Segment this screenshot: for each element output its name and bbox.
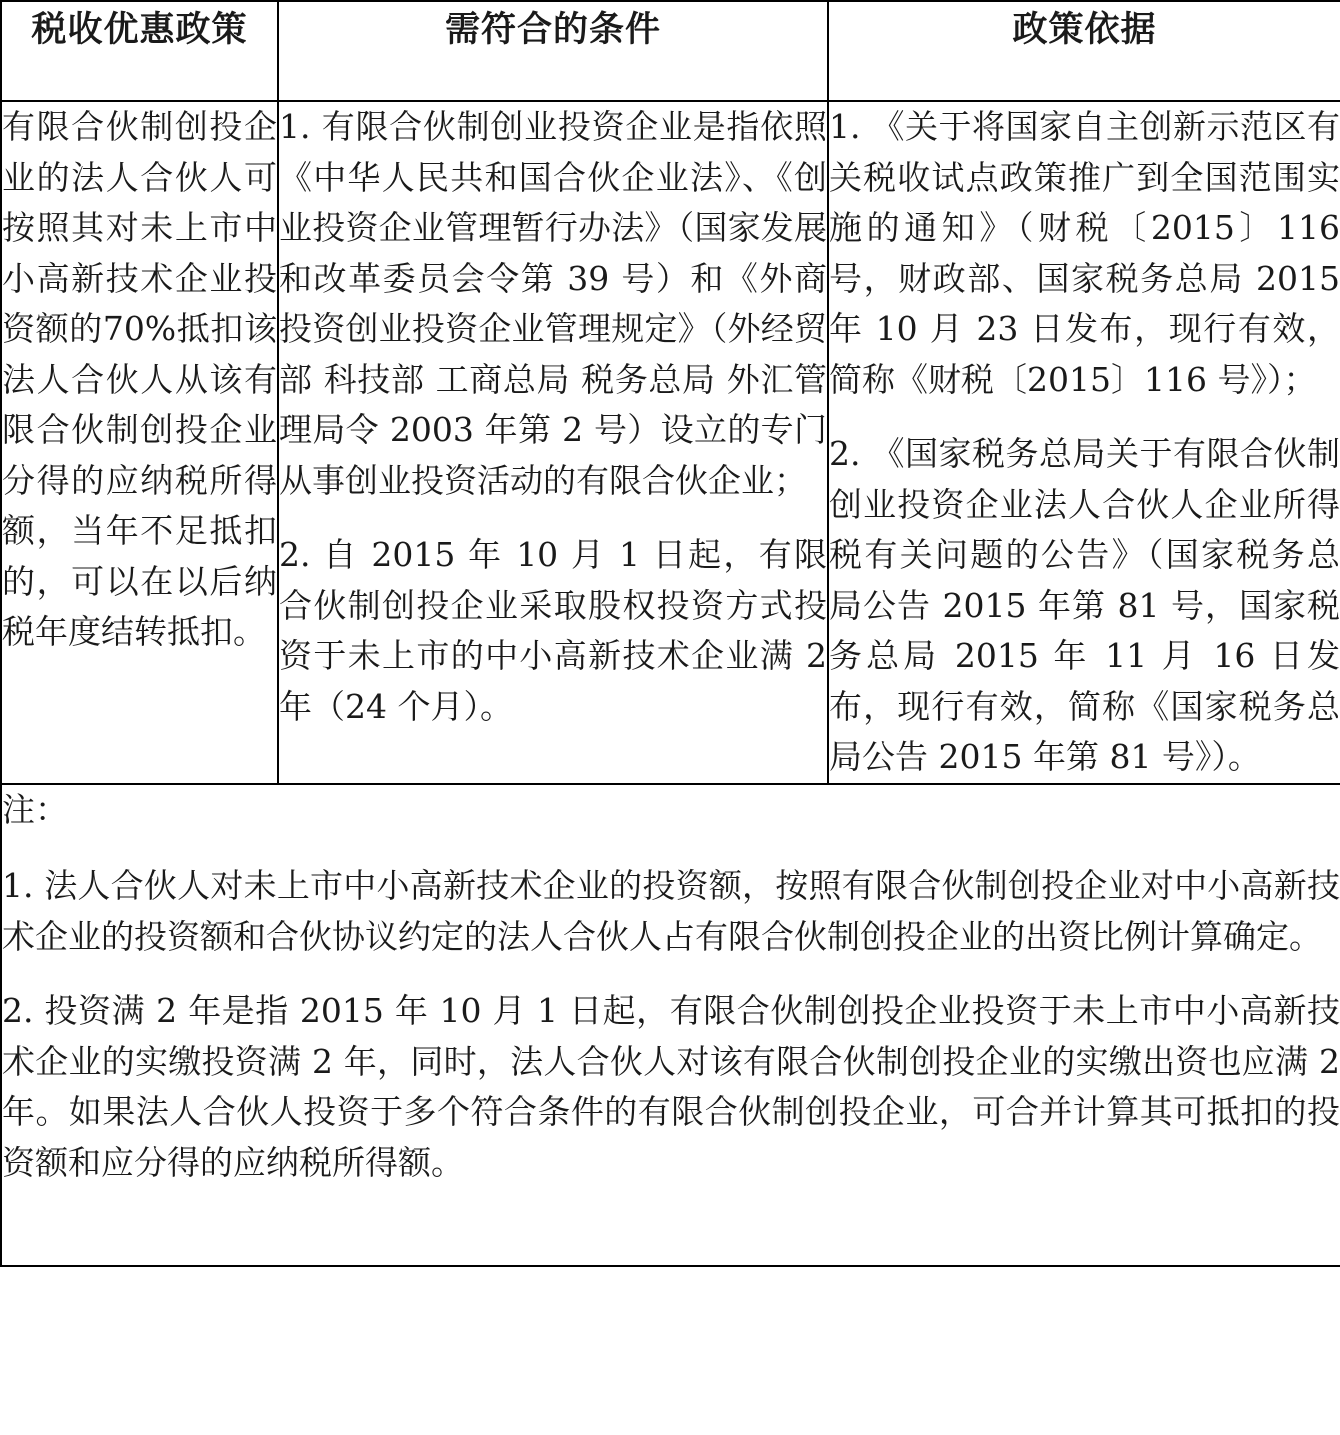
notes-cell: [1, 784, 1340, 1266]
note-item-1: 1. 法人合伙人对未上市中小高新技术企业的投资额，按照有限合伙制创投企业对中小高新技术企业的投资额和合伙协议约定的法人合伙人占有限合伙制创投企业的出资比例计算确定。: [2, 866, 1340, 956]
content-row: [1, 101, 1340, 784]
condition-item-2: 2. 自 2015 年 10 月 1 日起，有限合伙制创投企业采取股权投资方式投资于未上市的中小高新技术企业满 2 年（24 个月）。: [279, 535, 827, 726]
conditions-cell: [278, 101, 828, 784]
policy-cell: [1, 101, 278, 784]
header-tax-policy: 税收优惠政策: [1, 1, 278, 101]
policy-text: 有限合伙制创投企业的法人合伙人可按照其对未上市中小高新技术企业投资额的70%抵扣该法人合伙人从该有限合伙制创投企业分得的应纳税所得额，当年不足抵扣的，可以在以后纳税年度结转抵扣。: [2, 107, 277, 651]
basis-item-1: 1. 《关于将国家自主创新示范区有关税收试点政策推广到全国范围实施的通知》（财税〔2015〕116 号，财政部、国家税务总局 2015 年 10 月 23 日发布，现行有效，简称《财税〔2015〕116 号》）；: [829, 107, 1340, 399]
header-row: [1, 1, 1340, 101]
header-policy-basis: 政策依据: [828, 1, 1340, 101]
basis-item-2: 2. 《国家税务总局关于有限合伙制创业投资企业法人合伙人企业所得税有关问题的公告》（国家税务总局公告 2015 年第 81 号，国家税务总局 2015 年 11 月 16 日发布，现行有效，简称《国家税务总局公告 2015 年第 81 号》）。: [829, 434, 1340, 776]
basis-cell: [828, 101, 1340, 784]
header-conditions: 需符合的条件: [278, 1, 828, 101]
notes-row: [1, 784, 1340, 1266]
note-item-2: 2. 投资满 2 年是指 2015 年 10 月 1 日起，有限合伙制创投企业投资于未上市中小高新技术企业的实缴投资满 2 年，同时，法人合伙人对该有限合伙制创投企业的实缴出资也应满 2 年。如果法人合伙人投资于多个符合条件的有限合伙制创投企业，可合并计算其可抵扣的投资额和应分得的应纳税所得额。: [2, 991, 1340, 1182]
notes-heading: 注：: [2, 789, 68, 829]
condition-item-1: 1. 有限合伙制创业投资企业是指依照《中华人民共和国合伙企业法》、《创业投资企业管理暂行办法》（国家发展和改革委员会令第 39 号）和《外商投资创业投资企业管理规定》（外经贸部 科技部 工商总局 税务总局 外汇管理局令 2003 年第 2 号）设立的专门从事创业投资活动的有限合伙企业；: [279, 107, 827, 500]
